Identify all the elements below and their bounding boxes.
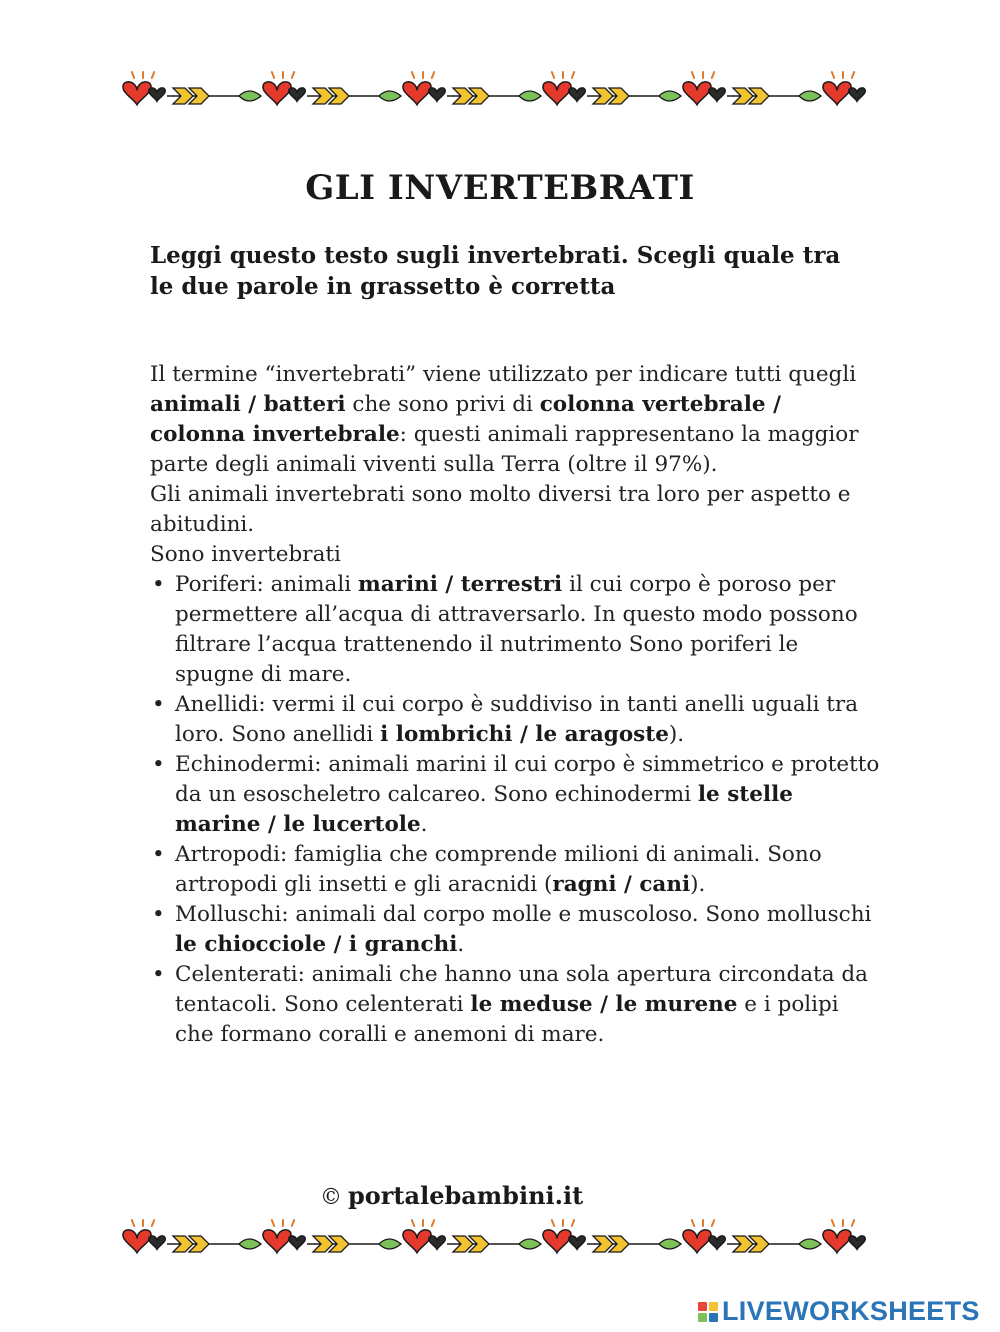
heart-icon xyxy=(709,1236,725,1249)
liveworksheets-logo[interactable] xyxy=(698,1296,980,1327)
intro-paragraph: Il termine “invertebrati” viene utilizzato per indicare tutti quegli animali / batteri che sono privi di colonna vertebrale / colonna invertebrale: questi animali rappresentano la maggior parte degli animali viventi sulla Terra (oltre il 97%). xyxy=(150,362,859,477)
paragraph-diversity: Gli animali invertebrati sono molto diversi tra loro per aspetto e abitudini. xyxy=(150,482,851,537)
choice-stelle-lucertole[interactable]: le stelle marine / le lucertole xyxy=(175,782,793,837)
decorative-border-top xyxy=(118,62,868,122)
arrow-feather-icon xyxy=(379,91,401,101)
choice-marini-terrestri[interactable]: marini / terrestri xyxy=(357,572,563,597)
heart-icon xyxy=(123,82,151,105)
sparkle-tick xyxy=(412,72,414,78)
list-item-celenterati: • Celenterati: animali che hanno una sola apertura circondata da tentacoli. Sono celenterati le meduse / le murene e i polipi che formano coralli e anemoni di mare. xyxy=(150,960,880,1050)
sparkle-tick xyxy=(692,1220,694,1226)
watermark-text: LIVEWORKSHEETS xyxy=(722,1296,980,1326)
heart-icon xyxy=(149,1236,165,1249)
heart-icon xyxy=(849,88,865,101)
body-text xyxy=(150,360,880,1050)
hearts-arrows-border-icon xyxy=(118,62,868,122)
sparkle-tick xyxy=(852,72,854,78)
sparkle-tick xyxy=(552,1220,554,1226)
list-item-echinodermi: • Echinodermi: animali marini il cui corpo è simmetrico e protetto da un esoscheletro calcareo. Sono echinodermi le stelle marine / le lucertole. xyxy=(150,750,880,840)
heart-icon xyxy=(569,88,585,101)
list-item-poriferi: • Poriferi: animali marini / terrestri il cui corpo è poroso per permettere all’acqua di attraversarlo. In questo modo possono filtrare l’acqua trattenendo il nutrimento Sono poriferi le spugne di mare. xyxy=(150,570,880,690)
sparkle-tick xyxy=(292,1220,294,1226)
copyright-footer xyxy=(320,1181,583,1210)
site-name: portalebambini.it xyxy=(348,1181,584,1210)
arrow-feather-icon xyxy=(799,1239,821,1249)
liveworksheets-grid-icon xyxy=(698,1302,718,1322)
sparkle-tick xyxy=(832,1220,834,1226)
sparkle-tick xyxy=(132,1220,134,1226)
copyright-icon: © xyxy=(320,1185,342,1210)
heart-icon xyxy=(849,1236,865,1249)
list-item-artropodi: • Artropodi: famiglia che comprende milioni di animali. Sono artropodi gli insetti e gli aracnidi (ragni / cani). xyxy=(150,840,880,900)
heart-icon xyxy=(823,1230,851,1253)
choice-chiocciole-granchi[interactable]: le chiocciole / i granchi xyxy=(175,932,458,957)
arrow-feather-icon xyxy=(239,91,261,101)
sparkle-tick xyxy=(152,72,154,78)
sparkle-tick xyxy=(712,72,714,78)
heart-icon xyxy=(263,82,291,105)
heart-icon xyxy=(543,82,571,105)
heart-icon xyxy=(683,82,711,105)
heart-icon xyxy=(429,1236,445,1249)
sparkle-tick xyxy=(432,1220,434,1226)
arrow-feather-icon xyxy=(659,1239,681,1249)
arrow-feather-icon xyxy=(519,91,541,101)
heart-icon xyxy=(123,1230,151,1253)
heart-icon xyxy=(289,88,305,101)
sparkle-tick xyxy=(692,72,694,78)
heart-icon xyxy=(149,88,165,101)
choice-colonna[interactable]: colonna vertebrale / colonna invertebrale xyxy=(150,392,781,447)
heart-icon xyxy=(289,1236,305,1249)
sparkle-tick xyxy=(272,1220,274,1226)
sparkle-tick xyxy=(432,72,434,78)
sparkle-tick xyxy=(572,1220,574,1226)
sparkle-tick xyxy=(152,1220,154,1226)
sparkle-tick xyxy=(132,72,134,78)
arrow-feather-icon xyxy=(239,1239,261,1249)
paragraph-list-intro: Sono invertebrati xyxy=(150,542,341,567)
sparkle-tick xyxy=(852,1220,854,1226)
heart-icon xyxy=(543,1230,571,1253)
instructions: Leggi questo testo sugli invertebrati. Scegli quale tra le due parole in grassetto è corretta xyxy=(150,242,841,300)
choice-meduse-murene[interactable]: le meduse / le murene xyxy=(470,992,738,1017)
sparkle-tick xyxy=(712,1220,714,1226)
invertebrate-list xyxy=(150,570,880,1050)
heart-icon xyxy=(569,1236,585,1249)
heart-icon xyxy=(709,88,725,101)
heart-icon xyxy=(403,82,431,105)
hearts-arrows-border-icon xyxy=(118,1210,868,1270)
arrow-feather-icon xyxy=(519,1239,541,1249)
sparkle-tick xyxy=(572,72,574,78)
list-item-anellidi: • Anellidi: vermi il cui corpo è suddiviso in tanti anelli uguali tra loro. Sono anellidi i lombrichi / le aragoste). xyxy=(150,690,880,750)
heart-icon xyxy=(403,1230,431,1253)
heart-icon xyxy=(683,1230,711,1253)
sparkle-tick xyxy=(412,1220,414,1226)
decorative-border-bottom xyxy=(118,1210,868,1270)
heart-icon xyxy=(823,82,851,105)
heart-icon xyxy=(263,1230,291,1253)
arrow-feather-icon xyxy=(379,1239,401,1249)
sparkle-tick xyxy=(292,72,294,78)
list-item-molluschi: • Molluschi: animali dal corpo molle e muscoloso. Sono molluschi le chiocciole / i granchi. xyxy=(150,900,880,960)
sparkle-tick xyxy=(552,72,554,78)
arrow-feather-icon xyxy=(659,91,681,101)
choice-lombrichi-aragoste[interactable]: i lombrichi / le aragoste xyxy=(380,722,669,747)
sparkle-tick xyxy=(272,72,274,78)
choice-ragni-cani[interactable]: ragni / cani xyxy=(552,872,691,897)
heart-icon xyxy=(429,88,445,101)
page-title: GLI INVERTEBRATI xyxy=(305,168,695,208)
choice-animali-batteri[interactable]: animali / batteri xyxy=(150,392,346,417)
sparkle-tick xyxy=(832,72,834,78)
arrow-feather-icon xyxy=(799,91,821,101)
